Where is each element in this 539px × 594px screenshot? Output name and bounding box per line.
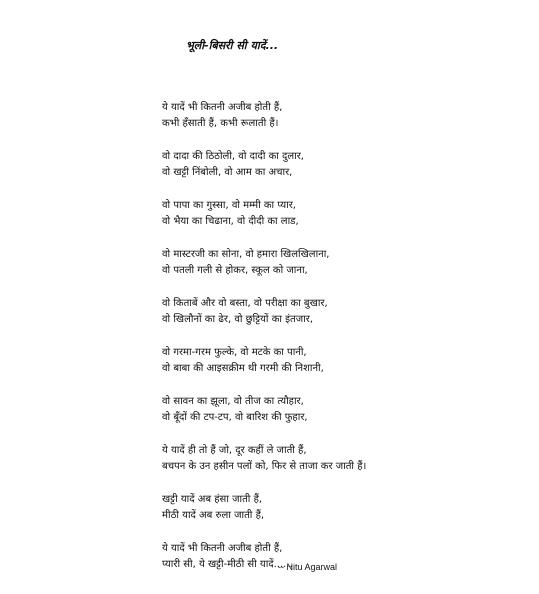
poem-line: ये यादें भी कितनी अजीब होती हैं, xyxy=(162,102,283,113)
poem-line: वो बाबा की आइसक्रीम थी गरमी की निशानी, xyxy=(162,363,324,374)
stanza-6 xyxy=(162,345,532,377)
poem-line: वो भैया का चिढाना, वो दीदी का लाड, xyxy=(162,216,299,227)
poem-line: वो बूँदों की टप-टप, वो बारिश की फुहार, xyxy=(162,412,308,423)
poem-line: कभी हँसाती हैं, कभी रूलाती हैं। xyxy=(162,118,279,129)
poem-line: ये यादें भी कितनी अजीब होती हैं, xyxy=(162,543,283,554)
stanza-5 xyxy=(162,296,532,328)
poem-line: वो सावन का झूला, वो तीज का त्यौहार, xyxy=(162,396,304,407)
poem-line: वो गरमा-गरम फुल्के, वो मटके का पानी, xyxy=(162,347,307,358)
stanza-2 xyxy=(162,149,532,181)
poem-line: वो दादा की ठिठोली, वो दादी का दुलार, xyxy=(162,151,304,162)
poem-line: बचपन के उन हसीन पलों को, फिर से ताजा कर जाती हैं। xyxy=(162,461,367,472)
poem-line: वो पापा का गुस्सा, वो मम्मी का प्यार, xyxy=(162,200,296,211)
poem-body xyxy=(162,100,532,590)
stanza-3 xyxy=(162,198,532,230)
poem-line: ये यादें ही तो हैं जो, दूर कहीं ले जाती हैं, xyxy=(162,445,307,456)
stanza-1 xyxy=(162,100,532,132)
poem-line: वो किताबें और वो बस्ता, वो परीक्षा का बुखार, xyxy=(162,298,328,309)
stanza-4 xyxy=(162,247,532,279)
stanza-8 xyxy=(162,443,532,475)
poem-line: प्यारी सी, ये खट्टी-मीठी सी यादें...... xyxy=(162,559,293,570)
author-signature: -- Nitu Agarwal xyxy=(278,562,338,572)
poem-line: मीठी यादें अब रुला जाती हैं, xyxy=(162,510,265,521)
poem-line: वो खट्टी निंबोली, वो आम का अचार, xyxy=(162,167,293,178)
poem-line: वो खिलौनों का ढेर, वो छुट्टियों का इंतजार, xyxy=(162,314,314,325)
poem-line: वो पतली गली से होकर, स्कूल को जाना, xyxy=(162,265,308,276)
poem-line: खट्टी यादें अब हंसा जाती हैं, xyxy=(162,494,263,505)
stanza-10 xyxy=(162,541,532,573)
stanza-9 xyxy=(162,492,532,524)
poem-line: वो मास्टरजी का सोना, वो हमारा खिलखिलाना, xyxy=(162,249,330,260)
poem-title: भूली-बिसरी सी यादें... xyxy=(186,39,279,52)
stanza-7 xyxy=(162,394,532,426)
